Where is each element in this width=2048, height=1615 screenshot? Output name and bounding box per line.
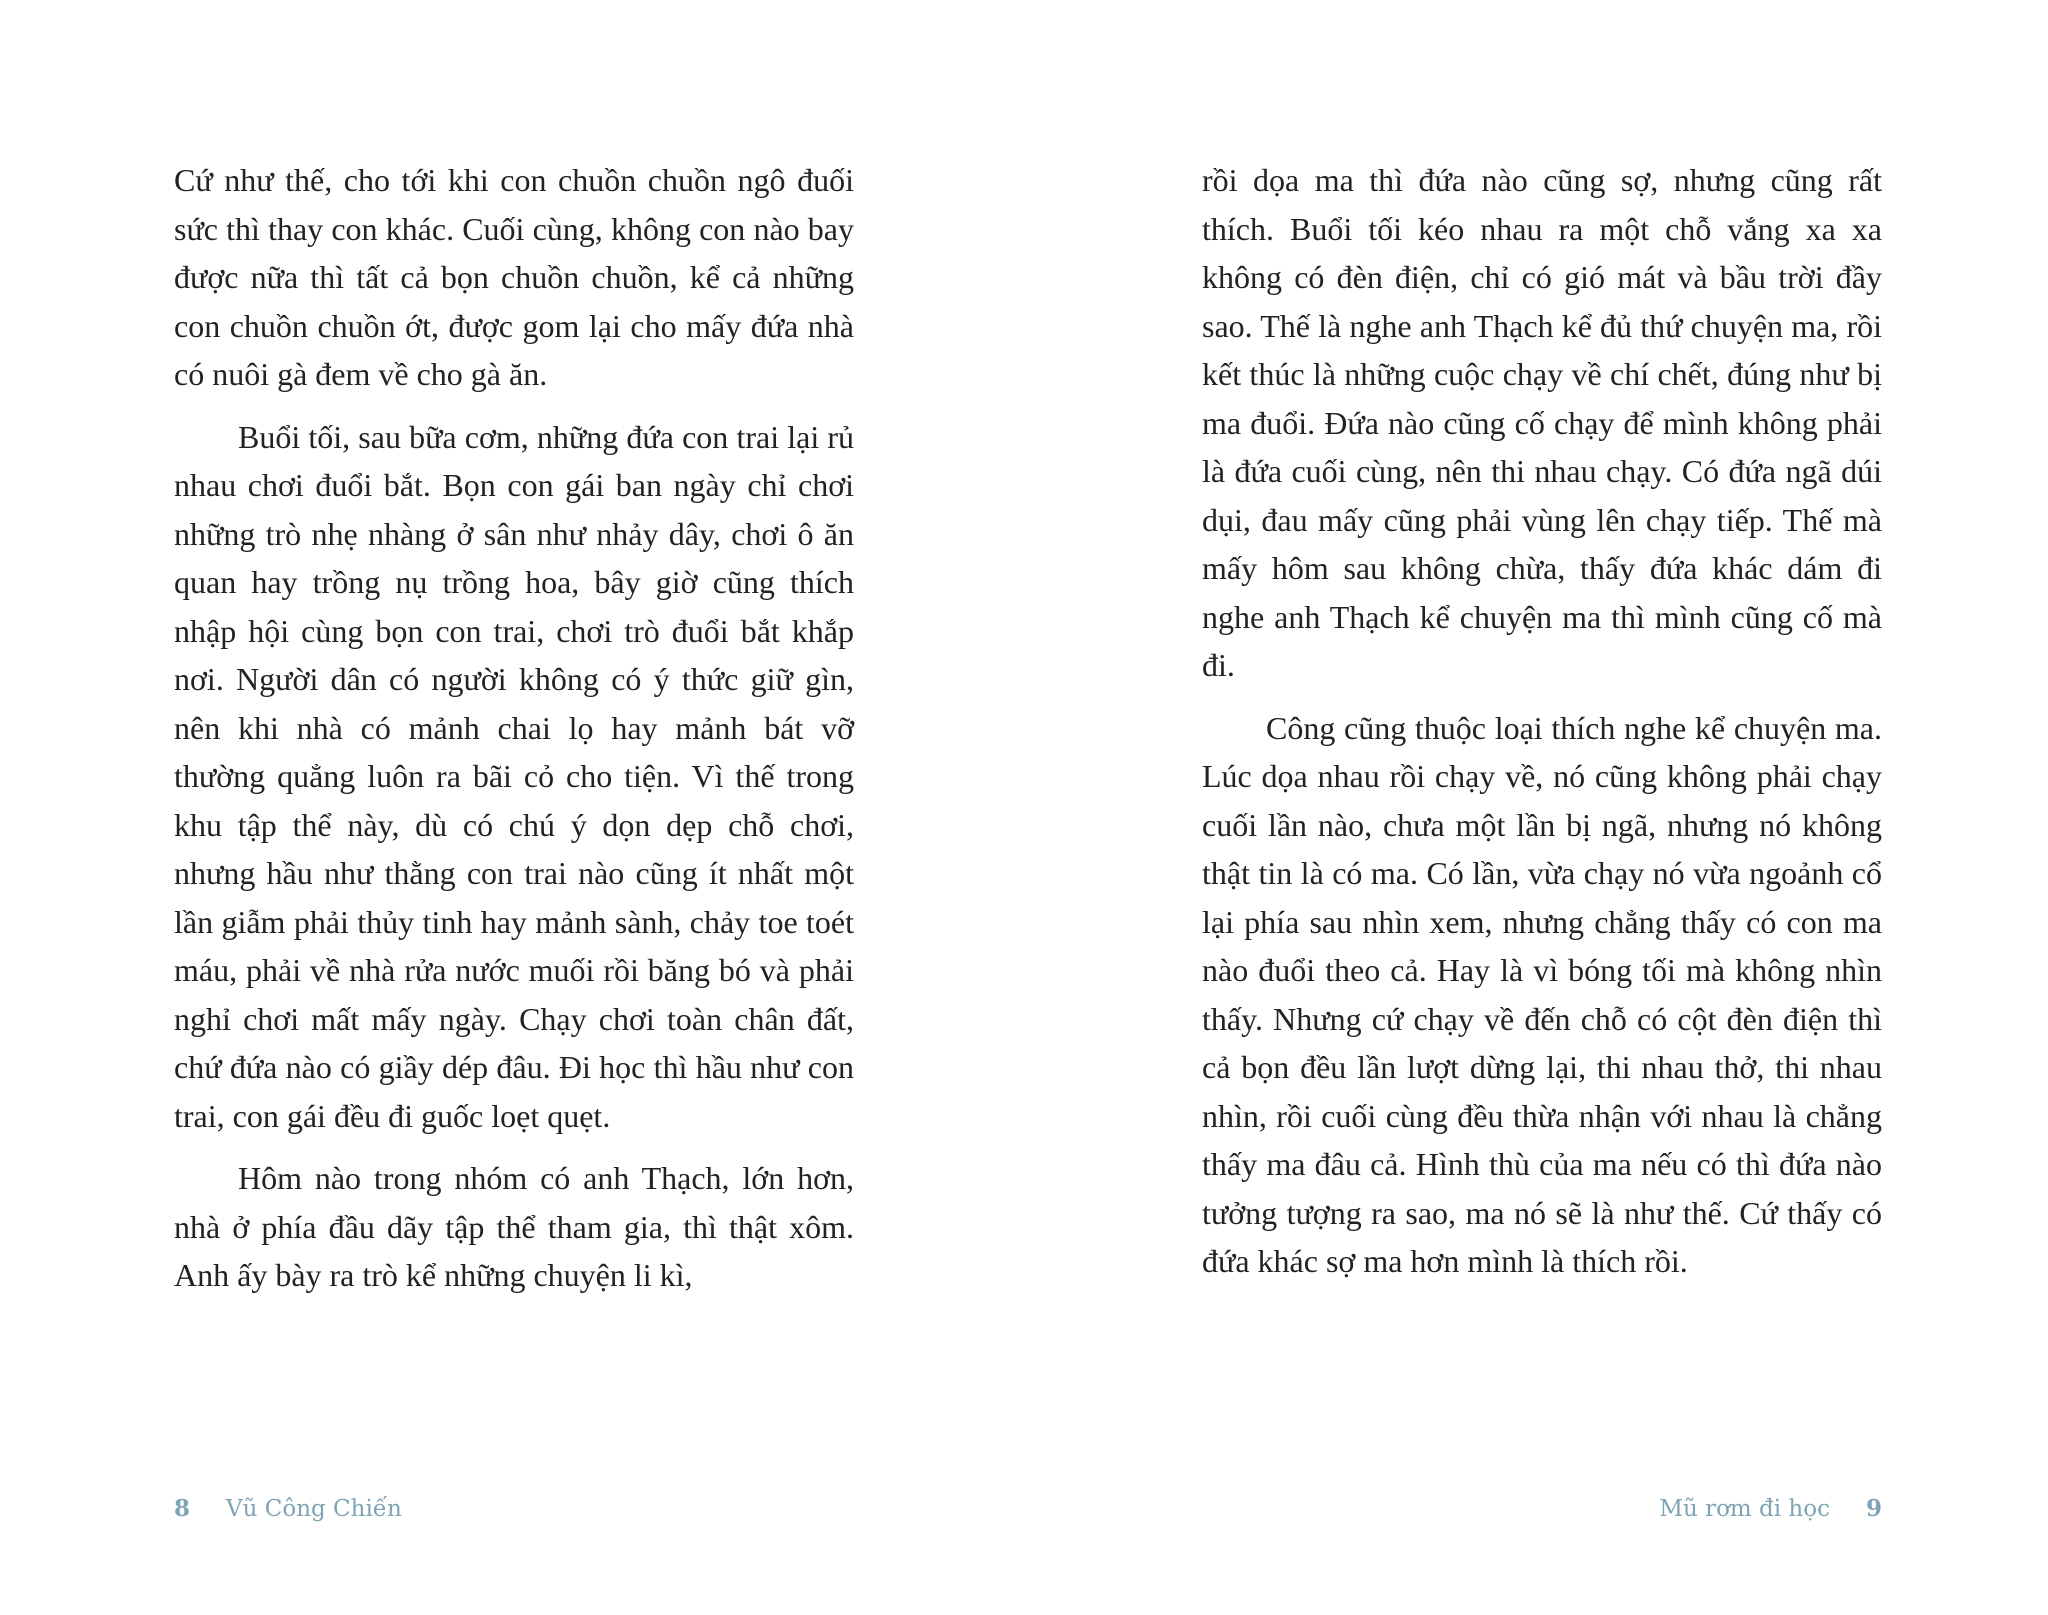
author-running-head: Vũ Công Chiến	[226, 1496, 402, 1522]
title-running-head: Mũ rơm đi học	[1659, 1496, 1830, 1522]
right-page-footer	[1659, 1494, 1882, 1524]
left-page-body	[174, 156, 854, 1314]
left-page-footer	[174, 1494, 402, 1524]
right-paragraph-1: rồi dọa ma thì đứa nào cũng sợ, nhưng cũng rất thích. Buổi tối kéo nhau ra một chỗ vắng xa xa không có đèn điện, chỉ có gió mát và bầu trời đầy sao. Thế là nghe anh Thạch kể đủ thứ chuyện ma, rồi kết thúc là những cuộc chạy về chí chết, đúng như bị ma đuổi. Đứa nào cũng cố chạy để mình không phải là đứa cuối cùng, nên thi nhau chạy. Có đứa ngã dúi dụi, đau mấy cũng phải vùng lên chạy tiếp. Thế mà mấy hôm sau không chừa, thấy đứa khác dám đi nghe anh Thạch kể chuyện ma thì mình cũng cố mà đi.	[1202, 162, 1882, 683]
left-page-number: 8	[174, 1495, 191, 1522]
right-page-body	[1202, 156, 1882, 1300]
right-page-number: 9	[1865, 1495, 1882, 1522]
left-paragraph-3: Hôm nào trong nhóm có anh Thạch, lớn hơn, nhà ở phía đầu dãy tập thể tham gia, thì thật xôm. Anh ấy bày ra trò kể những chuyện li kì,	[174, 1160, 854, 1293]
left-paragraph-1: Cứ như thế, cho tới khi con chuồn chuồn ngô đuối sức thì thay con khác. Cuối cùng, không con nào bay được nữa thì tất cả bọn chuồn chuồn, kể cả những con chuồn chuồn ớt, được gom lại cho mấy đứa nhà có nuôi gà đem về cho gà ăn.	[174, 162, 854, 392]
left-paragraph-2: Buổi tối, sau bữa cơm, những đứa con trai lại rủ nhau chơi đuổi bắt. Bọn con gái ban ngày chỉ chơi những trò nhẹ nhàng ở sân như nhảy dây, chơi ô ăn quan hay trồng nụ trồng hoa, bây giờ cũng thích nhập hội cùng bọn con trai, chơi trò đuổi bắt khắp nơi. Người dân có người không có ý thức giữ gìn, nên khi nhà có mảnh chai lọ hay mảnh bát vỡ thường quẳng luôn ra bãi cỏ cho tiện. Vì thế trong khu tập thể này, dù có chú ý dọn dẹp chỗ chơi, nhưng hầu như thằng con trai nào cũng ít nhất một lần giẫm phải thủy tinh hay mảnh sành, chảy toe toét máu, phải về nhà rửa nước muối rồi băng bó và phải nghỉ chơi mất mấy ngày. Chạy chơi toàn chân đất, chứ đứa nào có giầy dép đâu. Đi học thì hầu như con trai, con gái đều đi guốc loẹt quẹt.	[174, 418, 854, 1134]
right-paragraph-2: Công cũng thuộc loại thích nghe kể chuyện ma. Lúc dọa nhau rồi chạy về, nó cũng không phải chạy cuối lần nào, chưa một lần bị ngã, nhưng nó không thật tin là có ma. Có lần, vừa chạy nó vừa ngoảnh cổ lại phía sau nhìn xem, nhưng chẳng thấy có con ma nào đuổi theo cả. Hay là vì bóng tối mà không nhìn thấy. Nhưng cứ chạy về đến chỗ có cột đèn điện thì cả bọn đều lần lượt dừng lại, thi nhau thở, thi nhau nhìn, rồi cuối cùng đều thừa nhận với nhau là chẳng thấy ma đâu cả. Hình thù của ma nếu có thì đứa nào tưởng tượng ra sao, ma nó sẽ là như thế. Cứ thấy có đứa khác sợ ma hơn mình là thích rồi.	[1202, 709, 1882, 1279]
